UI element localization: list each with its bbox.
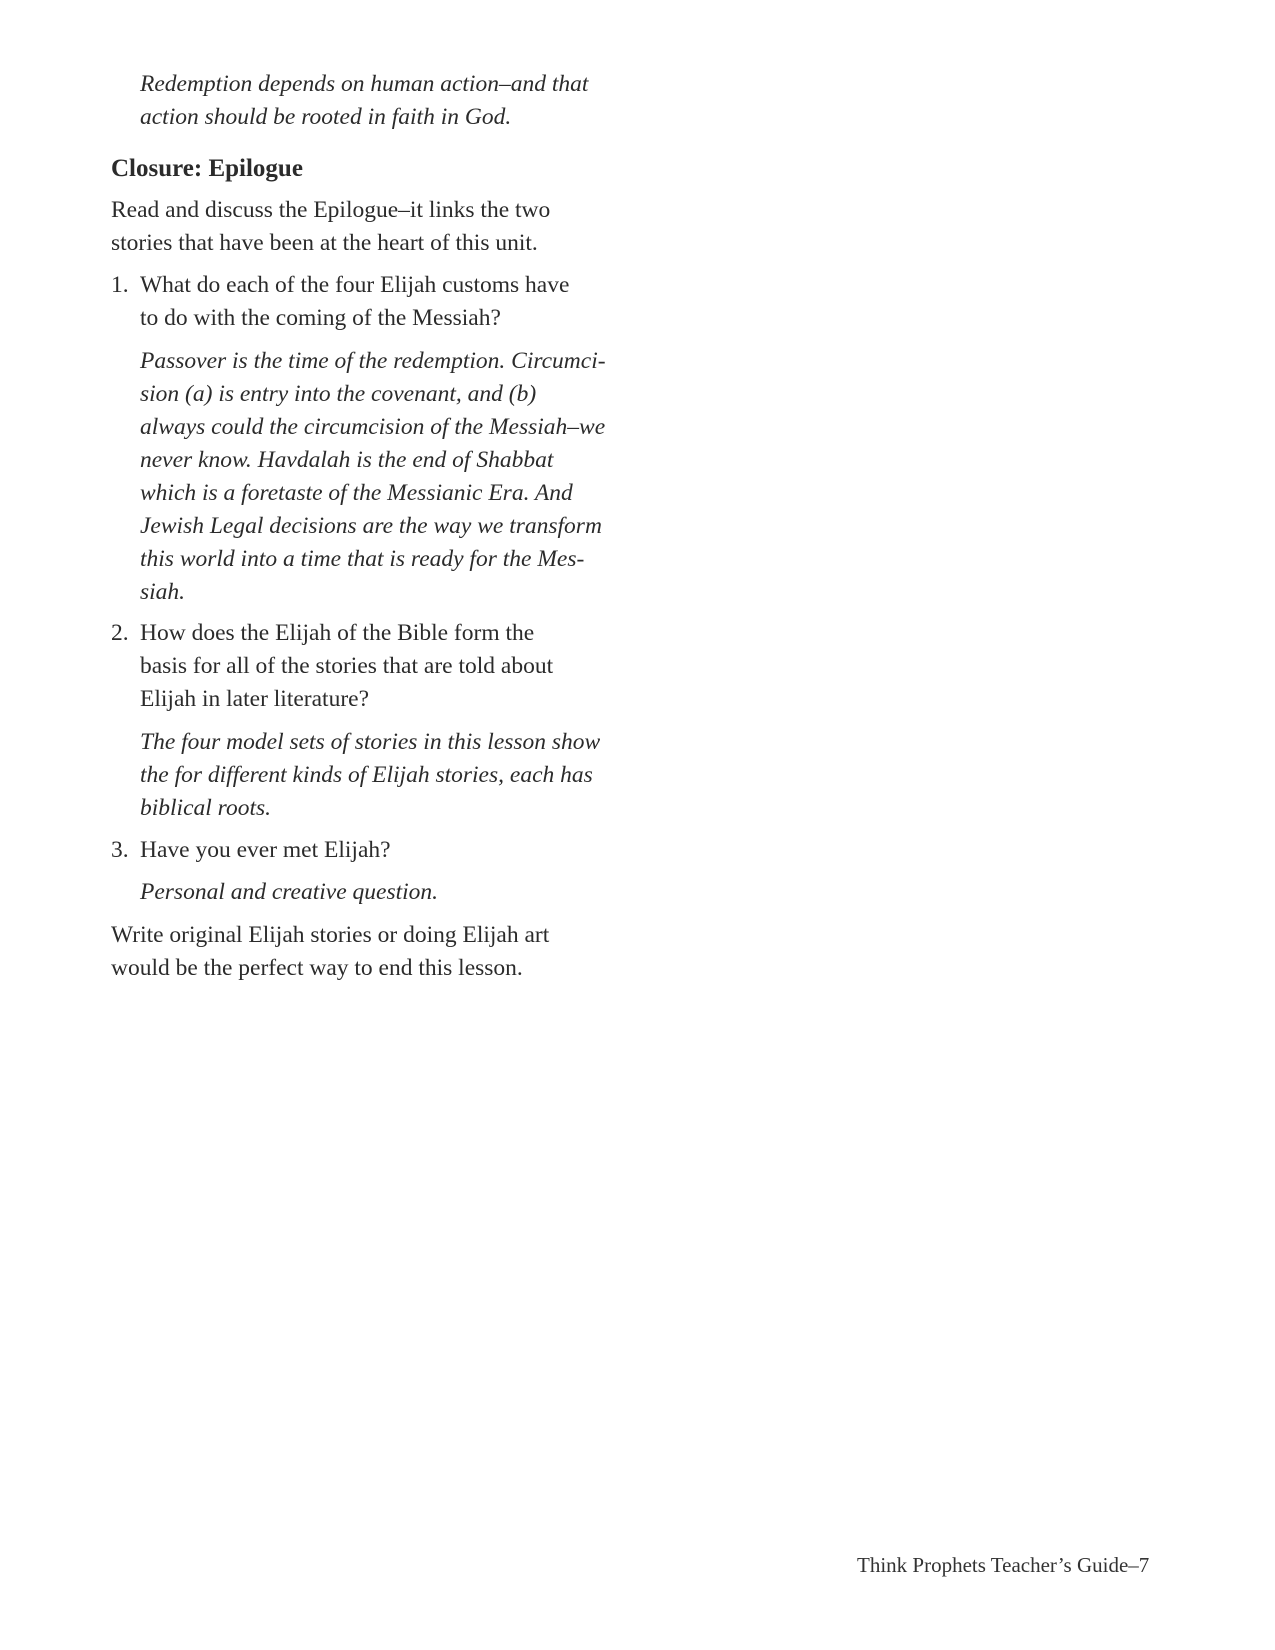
text-line: Passover is the time of the redemption. Circumci- [140, 348, 606, 374]
text-line: never know. Havdalah is the end of Shabbat [140, 447, 554, 473]
text-line: sion (a) is entry into the covenant, and (b) [140, 381, 537, 407]
text-line: the for different kinds of Elijah stories, each has [140, 762, 593, 788]
question-1 [111, 269, 780, 335]
text-line: The four model sets of stories in this lesson show [140, 729, 601, 755]
text-line: this world into a time that is ready for the Mes- [140, 546, 585, 572]
question-number: 2. [111, 620, 129, 646]
answer-1 [140, 345, 780, 609]
text-line: to do with the coming of the Messiah? [140, 305, 501, 331]
text-line: would be the perfect way to end this lesson. [111, 955, 523, 981]
text-line: Personal and creative question. [140, 879, 439, 905]
intro-paragraph [111, 194, 751, 260]
text-line: How does the Elijah of the Bible form the [140, 620, 535, 646]
section-heading: Closure: Epilogue [111, 155, 303, 182]
text-line: Have you ever met Elijah? [140, 837, 391, 863]
closing-paragraph [111, 919, 751, 985]
text-line: Read and discuss the Epilogue–it links the two [111, 197, 551, 223]
text-line: Write original Elijah stories or doing Elijah art [111, 922, 550, 948]
text-line: Jewish Legal decisions are the way we transform [140, 513, 602, 539]
text-line: What do each of the four Elijah customs have [140, 272, 570, 298]
answer-2 [140, 726, 780, 825]
question-number: 3. [111, 837, 129, 863]
intro-answer [140, 68, 780, 134]
text-line: which is a foretaste of the Messianic Era. And [140, 480, 573, 506]
text-line: action should be rooted in faith in God. [140, 104, 512, 130]
text-line: basis for all of the stories that are told about [140, 653, 554, 679]
text-line: Redemption depends on human action–and that [140, 71, 589, 97]
question-3 [111, 834, 780, 867]
question-2 [111, 617, 780, 716]
text-line: siah. [140, 579, 186, 605]
page-footer: Think Prophets Teacher’s Guide–7 [857, 1553, 1150, 1577]
question-number: 1. [111, 272, 129, 298]
answer-3 [140, 876, 780, 909]
text-line: always could the circumcision of the Messiah–we [140, 414, 606, 440]
text-line: stories that have been at the heart of this unit. [111, 230, 538, 256]
text-line: biblical roots. [140, 795, 271, 821]
text-line: Elijah in later literature? [140, 686, 370, 712]
